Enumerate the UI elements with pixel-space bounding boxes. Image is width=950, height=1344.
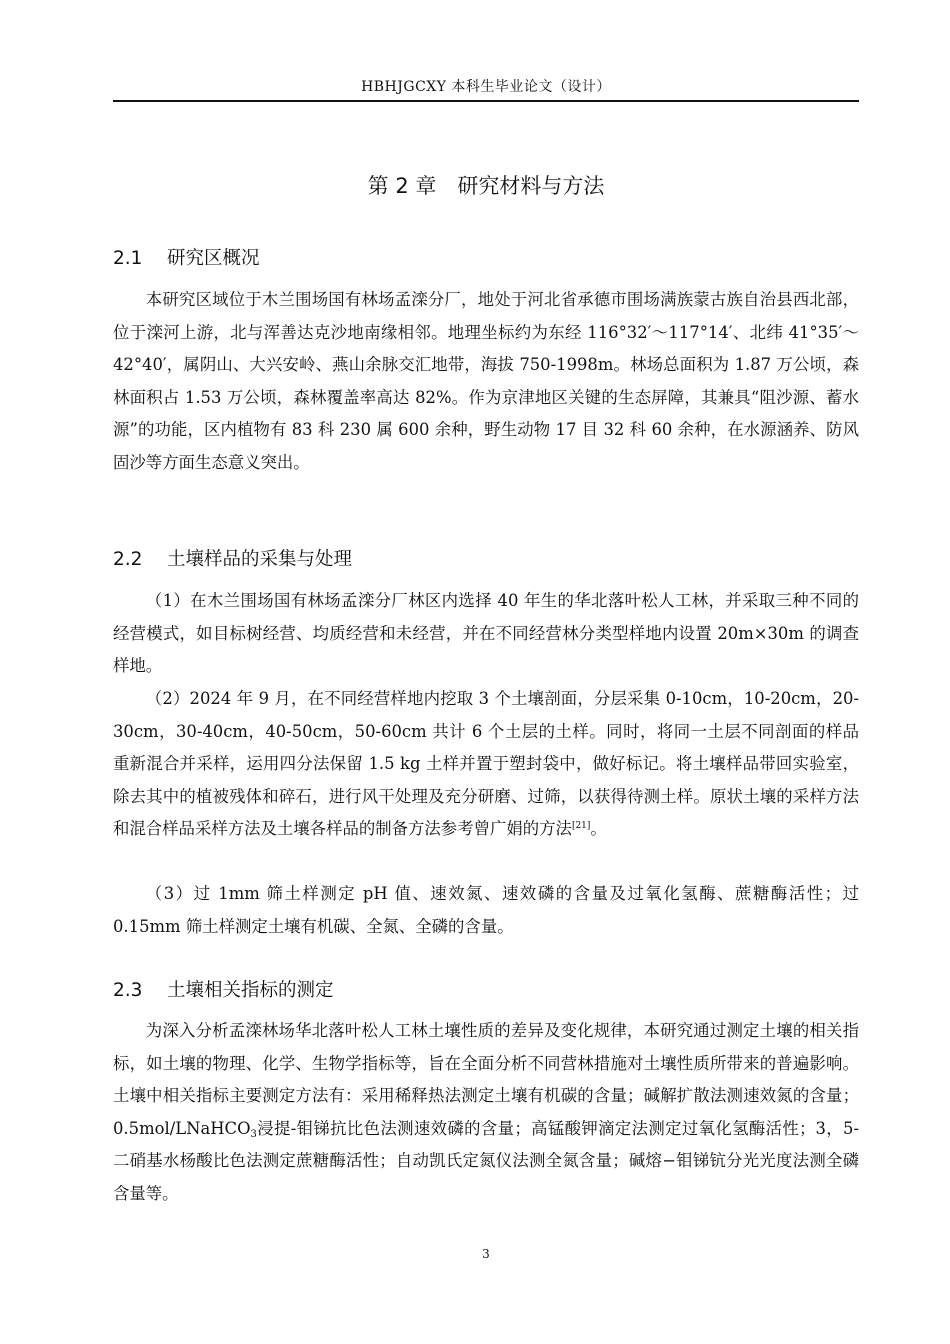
page-header: HBHJGCXY 本科生毕业论文（设计） bbox=[361, 79, 611, 95]
paragraph-text: （2）2024 年 9 月，在不同经营样地内挖取 3 个土壤剖面，分层采集 0-10cm，10-20cm，20-30cm，30-40cm，40-50cm，50-60cm 共计 6 个土层的土样。同时，将同一土层不同剖面的样品重新混合并采样，运用四分法保留 1.5 kg 土样并置于塑封袋中，做好标记。将土壤样品带回实验室，除去其中的植被残体和碎石，进行风干处理及充分研磨、过筛，以获得待测土样。原状土壤的采样方法和混合样品采样方法及土壤各样品的制备方法参考曾广娟的方法 bbox=[113, 689, 859, 839]
paragraph-text: 为深入分析孟滦林场华北落叶松人工林土壤性质的差异及变化规律，本研究通过测定土壤的相关指标，如土壤的物理、化学、生物学指标等，旨在全面分析不同营林措施对土壤性质所带来的普遍影响。土壤中相关指标主要测定方法有：采用稀释热法测定土壤有机碳的含量；碱解扩散法测速效氮的含量；0.5mol/LNaHCO bbox=[113, 1021, 859, 1138]
section-2-2-paragraph-3: （3）过 1mm 筛土样测定 pH 值、速效氮、速效磷的含量及过氧化氢酶、蔗糖酶活性；过 0.15mm 筛土样测定土壤有机碳、全氮、全磷的含量。 bbox=[113, 884, 859, 936]
section-number: 2.1 bbox=[113, 248, 143, 269]
section-number: 2.2 bbox=[113, 549, 143, 570]
paragraph-tail: 。 bbox=[590, 819, 607, 839]
section-heading-2-3 bbox=[113, 976, 859, 1002]
subscript: 3 bbox=[250, 1128, 257, 1140]
section-heading-2-1 bbox=[113, 244, 859, 270]
paragraph-text-continued: 浸提-钼锑抗比色法测速效磷的含量；高锰酸钾滴定法测定过氧化氢酶活性；3，5-二硝基水杨酸比色法测定蔗糖酶活性；自动凯氏定氮仪法测全氮含量；碱熔−钼锑钪分光光度法测全磷含量等。 bbox=[113, 1118, 859, 1203]
section-2-2-paragraph-2 bbox=[113, 683, 859, 846]
section-heading-2-2 bbox=[113, 545, 859, 571]
section-2-1-paragraph: 本研究区域位于木兰围场国有林场孟滦分厂，地处于河北省承德市围场满族蒙古族自治县西北部，位于滦河上游，北与浑善达克沙地南缘相邻。地理坐标约为东经 116°32′～117°14′、北纬 41°35′～42°40′，属阴山、大兴安岭、燕山余脉交汇地带，海拔 750-1998m。林场总面积为 1.87 万公顷，森林面积占 1.53 万公顷，森林覆盖率高达 82%。作为京津地区关键的生态屏障，其兼具“阻沙源、蓄水源”的功能，区内植物有 83 科 230 属 600 余种，野生动物 17 目 32 科 60 余种，在水源涵养、防风固沙等方面生态意义突出。 bbox=[113, 290, 859, 472]
section-2-3-paragraph bbox=[113, 1015, 859, 1211]
section-title: 土壤相关指标的测定 bbox=[167, 980, 334, 1001]
section-2-2-paragraph-1: （1）在木兰围场国有林场孟滦分厂林区内选择 40 年生的华北落叶松人工林，并采取三种不同的经营模式，如目标树经营、均质经营和未经营，并在不同经营林分类型样地内设置 20m×30m 的调查样地。 bbox=[113, 591, 859, 676]
header-rule bbox=[113, 100, 859, 102]
section-number: 2.3 bbox=[113, 980, 143, 1001]
chapter-title: 第 2 章 研究材料与方法 bbox=[367, 174, 605, 198]
citation-ref: [21] bbox=[571, 821, 591, 832]
section-title: 土壤样品的采集与处理 bbox=[167, 549, 353, 570]
page-number: 3 bbox=[482, 1247, 490, 1261]
section-title: 研究区概况 bbox=[167, 248, 260, 269]
